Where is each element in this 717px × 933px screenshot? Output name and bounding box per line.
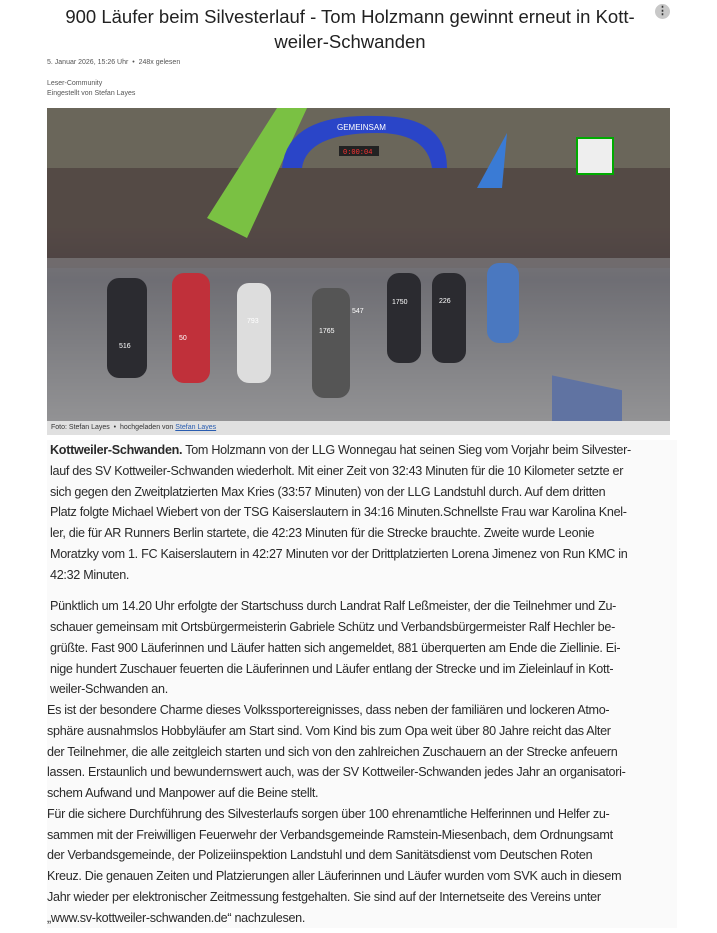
text-line: Moratzky vom 1. FC Kaiserslautern in 42:27 Minuten vor der Drittplatzierten Lorena Jimenez von Run KMC in <box>50 546 628 561</box>
text-line: der Verbandsgemeinde, der Polizeiinspektion Landstuhl und dem Sanitätsdienst vom Deutschen Roten <box>47 848 593 863</box>
text-line: nige hundert Zuschauer feuerten die Läuferinnen und Läufer entlang der Strecke und im Zieleinlauf in Kott- <box>50 661 614 676</box>
bib-number: 226 <box>439 298 451 305</box>
bib-number: 1750 <box>392 299 408 306</box>
article-meta <box>47 59 180 66</box>
text-line: Pünktlich um 14.20 Uhr erfolgte der Startschuss durch Landrat Ralf Leßmeister, der die Teilnehmer und Zu- <box>50 599 617 614</box>
publish-date: 5. Januar 2026, 15:26 Uhr <box>47 59 129 66</box>
text-line: grüßte. Fast 900 Läuferinnen und Läufer hatten sich angemeldet, 881 überquerten am Ende die Ziellinie. Ei- <box>50 640 621 655</box>
text-line: Jahr wieder per elektronischer Zeitmessung festgehalten. Sie sind auf der Internetseite des Vereins unter <box>47 889 601 904</box>
text-line: Platz folgte Michael Wiebert von der TSG Kaiserslautern in 34:16 Minuten.Schnellste Frau war Karolina Knel- <box>50 505 627 520</box>
text-line: schem Aufwand und Manpower auf die Beine stellt. <box>47 786 319 800</box>
text-line: Für die sichere Durchführung des Silvesterlaufs sorgen über 100 ehrenamtliche Helferinnen und Helfer zu- <box>47 806 610 821</box>
race-start-image <box>47 108 670 421</box>
text-line: lassen. Erstaunlich und bewundernswert auch, was der SV Kottweiler-Schwanden jedes Jahr an organisatori- <box>47 765 626 780</box>
paragraph <box>47 440 677 585</box>
text-line: sammen mit der Freiwilligen Feuerwehr der Verbandsgemeinde Ramstein-Miesenbach, dem Ordnungsamt <box>47 827 613 842</box>
paragraph <box>47 700 677 804</box>
uploaded-label: hochgeladen von <box>120 424 174 431</box>
text-line: der Teilnehmer, die alle zeitgleich starten und sich von den zahlreichen Zuschauern an der Strecke anfeuern <box>47 744 618 759</box>
text-line: Kreuz. Die genauen Zeiten und Platzierungen aller Läuferinnen und Läufer wurden vom SVK auch in diesem <box>47 869 622 883</box>
text-line: Es ist der besondere Charme dieses Volkssportereignisses, dass neben der familiären und lockeren Atmo- <box>47 703 610 717</box>
bib-number: 793 <box>247 318 259 325</box>
bib-number: 547 <box>352 308 364 315</box>
arch-text: GEMEINSAM <box>337 123 386 132</box>
separator: • <box>132 59 135 66</box>
bib-number: 516 <box>119 343 131 350</box>
text-line: sphäre ausnahmslos Hobbyläufer am Start sind. Vom Kind bis zum Opa weit über 80 Jahre reicht das Alter <box>47 723 611 738</box>
category-label: Leser-Community <box>47 80 103 87</box>
text-line: lauf des SV Kottweiler-Schwanden wiederholt. Mit einer Zeit von 32:43 Minuten für die 10 Kilometer setzte er <box>50 463 624 478</box>
text-line: ler, die für AR Runners Berlin startete, die 42:23 Minuten für die Strecke brauchte. Zweite wurde Leonie <box>50 526 595 540</box>
text-line: schauer gemeinsam mit Ortsbürgermeisterin Gabriele Schütz und Verbandsbürgermeister Ralf Hechler be- <box>50 620 615 634</box>
article-body <box>47 440 677 928</box>
paragraph <box>47 596 677 700</box>
article-title <box>20 4 680 54</box>
photo-caption <box>47 421 670 435</box>
paragraph <box>47 804 677 929</box>
text-line: Tom Holzmann von der LLG Wonnegau hat seinen Sieg vom Vorjahr beim Silvester- <box>185 443 631 457</box>
title-line: 900 Läufer beim Silvesterlauf - Tom Holzmann gewinnt erneut in Kott- <box>65 6 635 27</box>
author-label: Eingestellt von Stefan Layes <box>47 90 136 97</box>
text-line: sich gegen den Zweitplatzierten Max Kries (33:57 Minuten) von der LLG Landstuhl durch. Auf dem dritten <box>50 484 606 499</box>
read-count: 248x gelesen <box>138 59 181 66</box>
more-vertical-icon[interactable]: ⋮ <box>657 5 668 17</box>
uploader-link[interactable]: Stefan Layes <box>175 424 217 431</box>
text-line: 42:32 Minuten. <box>50 567 130 582</box>
text-line: „www.sv-kottweiler-schwanden.de“ nachzulesen. <box>47 910 306 925</box>
bib-number: 1765 <box>319 328 335 335</box>
race-clock: 0:00:04 <box>343 149 373 157</box>
community-info <box>47 79 135 99</box>
lead-location: Kottweiler-Schwanden. <box>50 443 183 457</box>
bib-number: 50 <box>179 335 187 342</box>
separator: • <box>113 424 117 431</box>
text-line: weiler-Schwanden an. <box>50 682 168 697</box>
photo-credit: Foto: Stefan Layes <box>51 424 110 431</box>
article-photo[interactable] <box>47 108 670 421</box>
title-line: weiler-Schwanden <box>274 31 426 52</box>
